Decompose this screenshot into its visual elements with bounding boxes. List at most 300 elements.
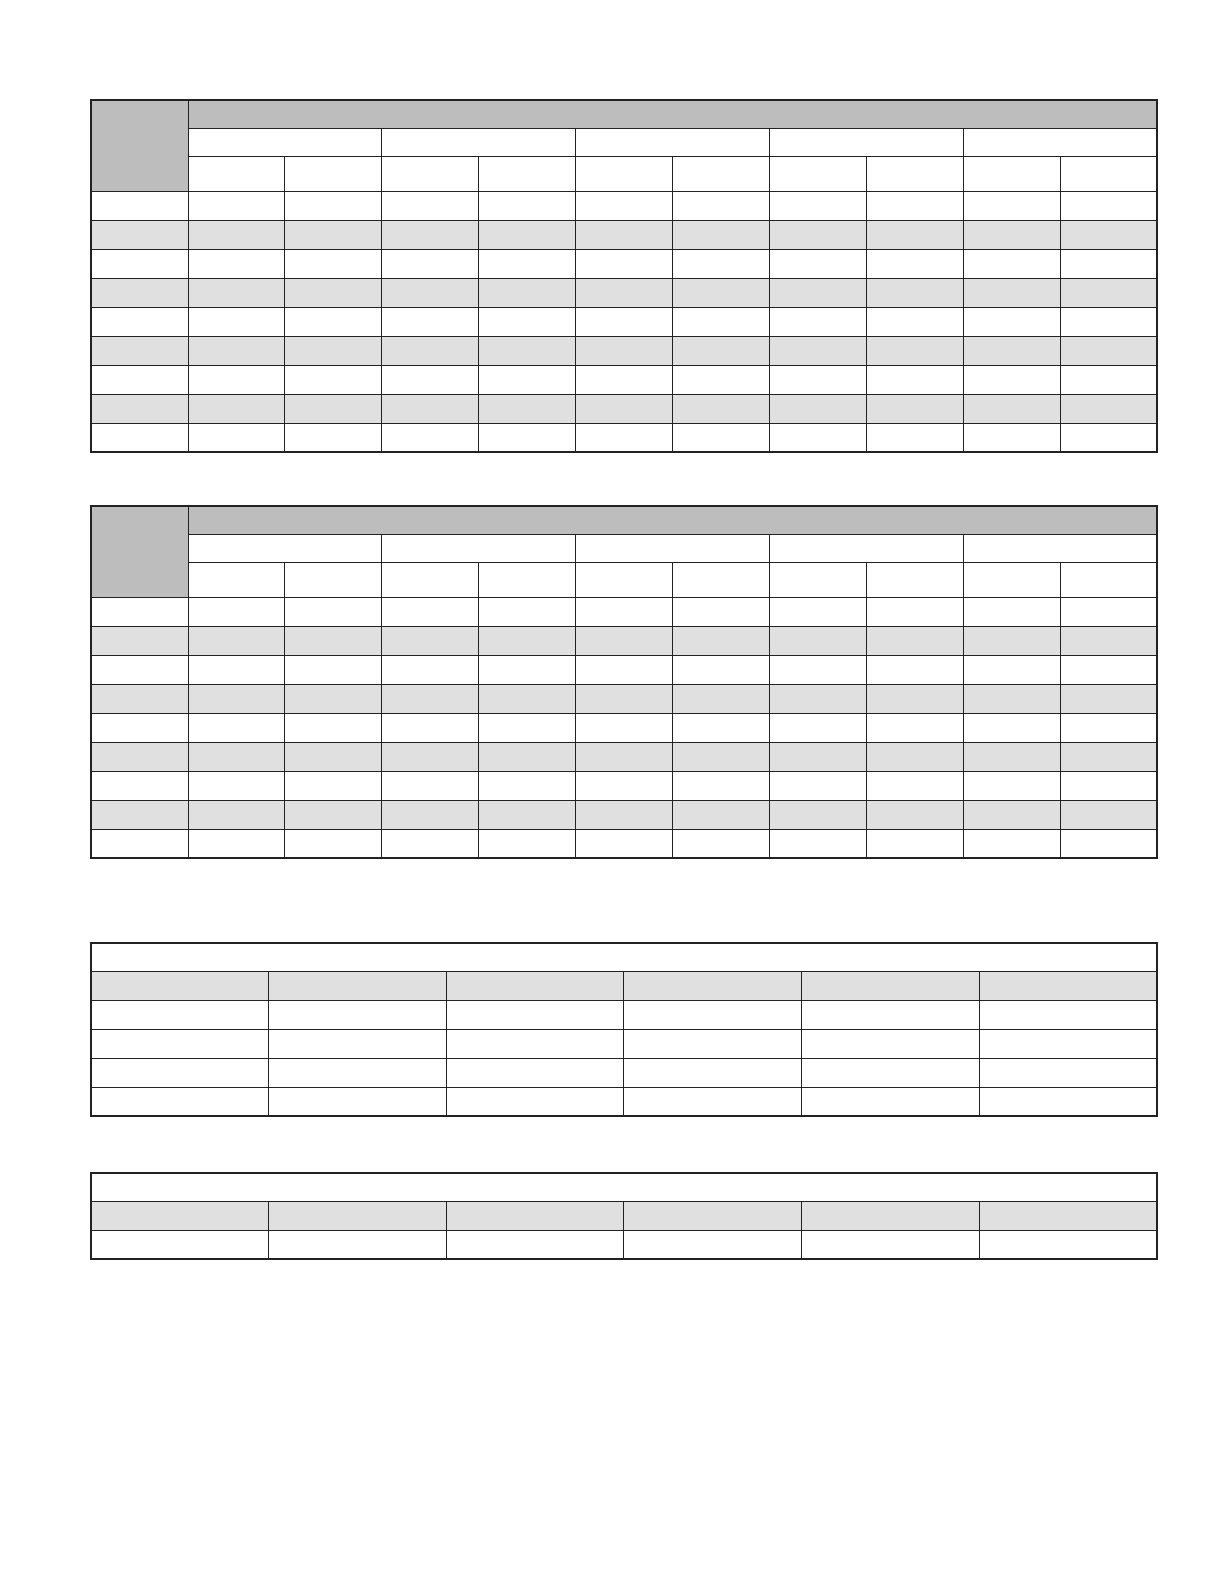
table-cell	[285, 597, 382, 626]
table-cell	[866, 365, 963, 394]
table-cell	[672, 365, 769, 394]
table-cell	[382, 597, 479, 626]
header-row	[91, 156, 1157, 191]
table-cell	[866, 307, 963, 336]
row-label-cell	[91, 829, 188, 858]
table-cell	[963, 249, 1060, 278]
table-cell	[979, 1000, 1157, 1029]
table-cell	[269, 1029, 447, 1058]
table-cell	[1060, 423, 1157, 452]
table-cell	[285, 249, 382, 278]
table-cell	[382, 742, 479, 771]
table-cell	[672, 742, 769, 771]
table-cell	[382, 249, 479, 278]
table-cell	[963, 800, 1060, 829]
table-row	[91, 365, 1157, 394]
column-header	[979, 971, 1157, 1000]
table-row	[91, 394, 1157, 423]
table-cell	[479, 684, 576, 713]
table-cell	[769, 191, 866, 220]
sub-column-header	[188, 562, 285, 597]
column-header	[269, 1201, 447, 1230]
table-row	[91, 771, 1157, 800]
table-cell	[576, 191, 673, 220]
sub-column-header	[382, 156, 479, 191]
table-cell	[866, 742, 963, 771]
table-row	[91, 1029, 1157, 1058]
table-cell	[188, 829, 285, 858]
table-cell	[672, 684, 769, 713]
sub-column-header	[672, 156, 769, 191]
table-cell	[963, 655, 1060, 684]
sub-column-header	[672, 562, 769, 597]
table-cell	[769, 684, 866, 713]
title-row	[91, 943, 1157, 971]
table-cell	[479, 365, 576, 394]
table-cell	[188, 278, 285, 307]
table-cell	[285, 220, 382, 249]
sub-column-header	[963, 562, 1060, 597]
table-cell	[479, 655, 576, 684]
sub-column-header	[1060, 562, 1157, 597]
column-header	[624, 971, 802, 1000]
table-cell	[576, 829, 673, 858]
column-group-header	[576, 128, 770, 156]
table-row	[91, 742, 1157, 771]
table-row	[91, 655, 1157, 684]
corner-header-cell	[91, 506, 188, 597]
table-cell	[866, 771, 963, 800]
table-cell	[802, 1087, 980, 1116]
table-cell	[769, 278, 866, 307]
table-cell	[479, 394, 576, 423]
table-cell	[866, 191, 963, 220]
row-label-cell	[91, 626, 188, 655]
corner-header-cell	[91, 100, 188, 191]
table-title-band	[188, 100, 1157, 128]
column-group-header	[382, 534, 576, 562]
table-cell	[979, 1087, 1157, 1116]
table-cell	[188, 742, 285, 771]
table-cell	[1060, 365, 1157, 394]
column-header	[269, 971, 447, 1000]
column-header	[446, 1201, 624, 1230]
table-cell	[285, 684, 382, 713]
header-row	[91, 534, 1157, 562]
table-cell	[285, 307, 382, 336]
table-row	[91, 1230, 1157, 1259]
table-cell	[1060, 626, 1157, 655]
table-cell	[576, 742, 673, 771]
table-cell	[188, 307, 285, 336]
table-cell	[866, 278, 963, 307]
sub-column-header	[285, 156, 382, 191]
table-cell	[285, 771, 382, 800]
table-cell	[91, 1029, 269, 1058]
table-cell	[769, 626, 866, 655]
grid-table	[90, 505, 1158, 859]
table-cell	[963, 742, 1060, 771]
table-cell	[672, 394, 769, 423]
sub-column-header	[576, 562, 673, 597]
table-cell	[769, 336, 866, 365]
sub-column-header	[285, 562, 382, 597]
table-cell	[866, 394, 963, 423]
table-cell	[285, 336, 382, 365]
table-cell	[285, 655, 382, 684]
table-cell	[1060, 684, 1157, 713]
table-title	[91, 943, 1157, 971]
table-cell	[866, 655, 963, 684]
table-cell	[1060, 336, 1157, 365]
table-cell	[1060, 220, 1157, 249]
table-cell	[866, 684, 963, 713]
table-cell	[382, 307, 479, 336]
summary-table	[90, 942, 1158, 1117]
table-cell	[979, 1029, 1157, 1058]
table-cell	[382, 336, 479, 365]
table-cell	[624, 1230, 802, 1259]
table-cell	[624, 1000, 802, 1029]
table-cell	[446, 1230, 624, 1259]
header-row	[91, 506, 1157, 534]
table-cell	[963, 829, 1060, 858]
table-cell	[446, 1000, 624, 1029]
table-cell	[1060, 307, 1157, 336]
sub-column-header	[866, 156, 963, 191]
table-cell	[672, 771, 769, 800]
table-cell	[285, 829, 382, 858]
table-row	[91, 1000, 1157, 1029]
table-cell	[446, 1058, 624, 1087]
table-cell	[672, 191, 769, 220]
table-cell	[979, 1058, 1157, 1087]
column-header	[446, 971, 624, 1000]
table-cell	[672, 597, 769, 626]
table-cell	[769, 249, 866, 278]
table-cell	[866, 829, 963, 858]
table-cell	[576, 336, 673, 365]
column-group-header	[576, 534, 770, 562]
sub-column-header	[382, 562, 479, 597]
sub-column-header	[576, 156, 673, 191]
sub-column-header	[479, 562, 576, 597]
table-cell	[188, 684, 285, 713]
row-label-cell	[91, 336, 188, 365]
sub-column-header	[188, 156, 285, 191]
table-cell	[382, 800, 479, 829]
table-cell	[866, 597, 963, 626]
table-cell	[91, 1000, 269, 1029]
table-cell	[802, 1230, 980, 1259]
table-cell	[979, 1230, 1157, 1259]
table-cell	[382, 684, 479, 713]
table-cell	[479, 191, 576, 220]
table-cell	[769, 423, 866, 452]
table-cell	[188, 423, 285, 452]
table-cell	[188, 365, 285, 394]
sub-column-header	[769, 156, 866, 191]
sub-column-header	[963, 156, 1060, 191]
table-cell	[1060, 278, 1157, 307]
table-cell	[866, 336, 963, 365]
table-row	[91, 423, 1157, 452]
table-row	[91, 626, 1157, 655]
table-row	[91, 249, 1157, 278]
table-cell	[866, 626, 963, 655]
table-cell	[1060, 249, 1157, 278]
table-cell	[802, 1000, 980, 1029]
column-header	[91, 971, 269, 1000]
table-cell	[672, 655, 769, 684]
table-cell	[1060, 713, 1157, 742]
table-cell	[479, 423, 576, 452]
grid-table	[90, 99, 1158, 453]
table-cell	[285, 626, 382, 655]
table-cell	[576, 684, 673, 713]
table-cell	[963, 365, 1060, 394]
table-cell	[576, 307, 673, 336]
table-cell	[576, 394, 673, 423]
row-label-cell	[91, 423, 188, 452]
column-header	[979, 1201, 1157, 1230]
table-row	[91, 829, 1157, 858]
table-cell	[188, 713, 285, 742]
table-cell	[963, 713, 1060, 742]
table-cell	[1060, 829, 1157, 858]
table-cell	[769, 365, 866, 394]
table-cell	[963, 626, 1060, 655]
table-cell	[1060, 191, 1157, 220]
table-cell	[576, 278, 673, 307]
table-cell	[576, 220, 673, 249]
table-row	[91, 191, 1157, 220]
table-cell	[866, 800, 963, 829]
table-cell	[963, 191, 1060, 220]
table-cell	[672, 423, 769, 452]
header-row	[91, 971, 1157, 1000]
table-cell	[188, 626, 285, 655]
row-label-cell	[91, 220, 188, 249]
table-row	[91, 1087, 1157, 1116]
sub-column-header	[479, 156, 576, 191]
column-header	[802, 1201, 980, 1230]
header-row	[91, 100, 1157, 128]
row-label-cell	[91, 365, 188, 394]
table-cell	[963, 423, 1060, 452]
table-cell	[479, 597, 576, 626]
table-cell	[1060, 394, 1157, 423]
table-cell	[963, 684, 1060, 713]
column-group-header	[188, 534, 382, 562]
table-cell	[866, 220, 963, 249]
table-cell	[576, 713, 673, 742]
table-cell	[269, 1058, 447, 1087]
table-cell	[576, 771, 673, 800]
table-cell	[285, 800, 382, 829]
table-cell	[624, 1058, 802, 1087]
row-label-cell	[91, 394, 188, 423]
table-cell	[188, 597, 285, 626]
table-cell	[479, 336, 576, 365]
table-cell	[576, 655, 673, 684]
row-label-cell	[91, 191, 188, 220]
table-cell	[446, 1087, 624, 1116]
table-cell	[446, 1029, 624, 1058]
table-cell	[382, 829, 479, 858]
table-cell	[769, 771, 866, 800]
table-cell	[479, 278, 576, 307]
header-row	[91, 1201, 1157, 1230]
sub-column-header	[866, 562, 963, 597]
column-group-header	[769, 534, 963, 562]
column-group-header	[188, 128, 382, 156]
table-cell	[188, 771, 285, 800]
table-row	[91, 597, 1157, 626]
table-cell	[285, 742, 382, 771]
sub-column-header	[769, 562, 866, 597]
column-group-header	[963, 128, 1157, 156]
table-cell	[479, 220, 576, 249]
table-cell	[269, 1230, 447, 1259]
table-cell	[576, 597, 673, 626]
column-group-header	[963, 534, 1157, 562]
table-row	[91, 684, 1157, 713]
table-cell	[672, 829, 769, 858]
table-cell	[91, 1058, 269, 1087]
table-cell	[188, 249, 285, 278]
table-cell	[963, 597, 1060, 626]
table-cell	[479, 771, 576, 800]
row-label-cell	[91, 655, 188, 684]
table-cell	[285, 191, 382, 220]
table-cell	[382, 713, 479, 742]
table-cell	[1060, 742, 1157, 771]
table-cell	[382, 771, 479, 800]
row-label-cell	[91, 307, 188, 336]
table-row	[91, 307, 1157, 336]
table-cell	[479, 249, 576, 278]
table-cell	[382, 278, 479, 307]
table-cell	[382, 394, 479, 423]
table-cell	[866, 249, 963, 278]
table-cell	[479, 829, 576, 858]
table-cell	[285, 713, 382, 742]
table-cell	[269, 1000, 447, 1029]
table-cell	[479, 713, 576, 742]
table-cell	[285, 394, 382, 423]
table-cell	[188, 800, 285, 829]
table-cell	[576, 365, 673, 394]
table-cell	[769, 220, 866, 249]
table-cell	[382, 365, 479, 394]
row-label-cell	[91, 742, 188, 771]
table-cell	[802, 1058, 980, 1087]
table-cell	[866, 713, 963, 742]
table-cell	[285, 365, 382, 394]
column-header	[624, 1201, 802, 1230]
summary-table	[90, 1172, 1158, 1260]
column-header	[802, 971, 980, 1000]
table-cell	[963, 394, 1060, 423]
table-row	[91, 278, 1157, 307]
row-label-cell	[91, 684, 188, 713]
row-label-cell	[91, 771, 188, 800]
table-row	[91, 336, 1157, 365]
table-row	[91, 220, 1157, 249]
table-cell	[1060, 655, 1157, 684]
table-cell	[285, 278, 382, 307]
table-row	[91, 713, 1157, 742]
table-cell	[188, 336, 285, 365]
table-cell	[576, 800, 673, 829]
table-cell	[802, 1029, 980, 1058]
table-cell	[576, 626, 673, 655]
header-row	[91, 562, 1157, 597]
table-cell	[672, 626, 769, 655]
table-cell	[382, 655, 479, 684]
table-cell	[769, 655, 866, 684]
column-header	[91, 1201, 269, 1230]
table-cell	[188, 220, 285, 249]
table-row	[91, 800, 1157, 829]
table-cell	[769, 742, 866, 771]
table-cell	[1060, 597, 1157, 626]
table-cell	[963, 220, 1060, 249]
table-cell	[672, 249, 769, 278]
table-cell	[672, 336, 769, 365]
table-title	[91, 1173, 1157, 1201]
table-cell	[672, 800, 769, 829]
table-title-band	[188, 506, 1157, 534]
table-cell	[624, 1029, 802, 1058]
row-label-cell	[91, 800, 188, 829]
column-group-header	[769, 128, 963, 156]
table-cell	[382, 220, 479, 249]
table-cell	[672, 220, 769, 249]
table-cell	[479, 626, 576, 655]
table-cell	[479, 307, 576, 336]
table-cell	[1060, 771, 1157, 800]
row-label-cell	[91, 249, 188, 278]
table-cell	[576, 423, 673, 452]
table-cell	[963, 771, 1060, 800]
table-cell	[1060, 800, 1157, 829]
table-cell	[576, 249, 673, 278]
row-label-cell	[91, 597, 188, 626]
table-cell	[963, 336, 1060, 365]
table-cell	[672, 278, 769, 307]
table-cell	[963, 278, 1060, 307]
table-cell	[672, 713, 769, 742]
table-cell	[269, 1087, 447, 1116]
table-cell	[866, 423, 963, 452]
table-cell	[382, 191, 479, 220]
table-cell	[769, 597, 866, 626]
table-cell	[91, 1230, 269, 1259]
table-cell	[382, 423, 479, 452]
table-cell	[188, 394, 285, 423]
table-cell	[769, 800, 866, 829]
table-cell	[624, 1087, 802, 1116]
table-cell	[479, 800, 576, 829]
table-row	[91, 1058, 1157, 1087]
table-cell	[285, 423, 382, 452]
table-cell	[769, 307, 866, 336]
table-cell	[188, 191, 285, 220]
table-cell	[188, 655, 285, 684]
sub-column-header	[1060, 156, 1157, 191]
